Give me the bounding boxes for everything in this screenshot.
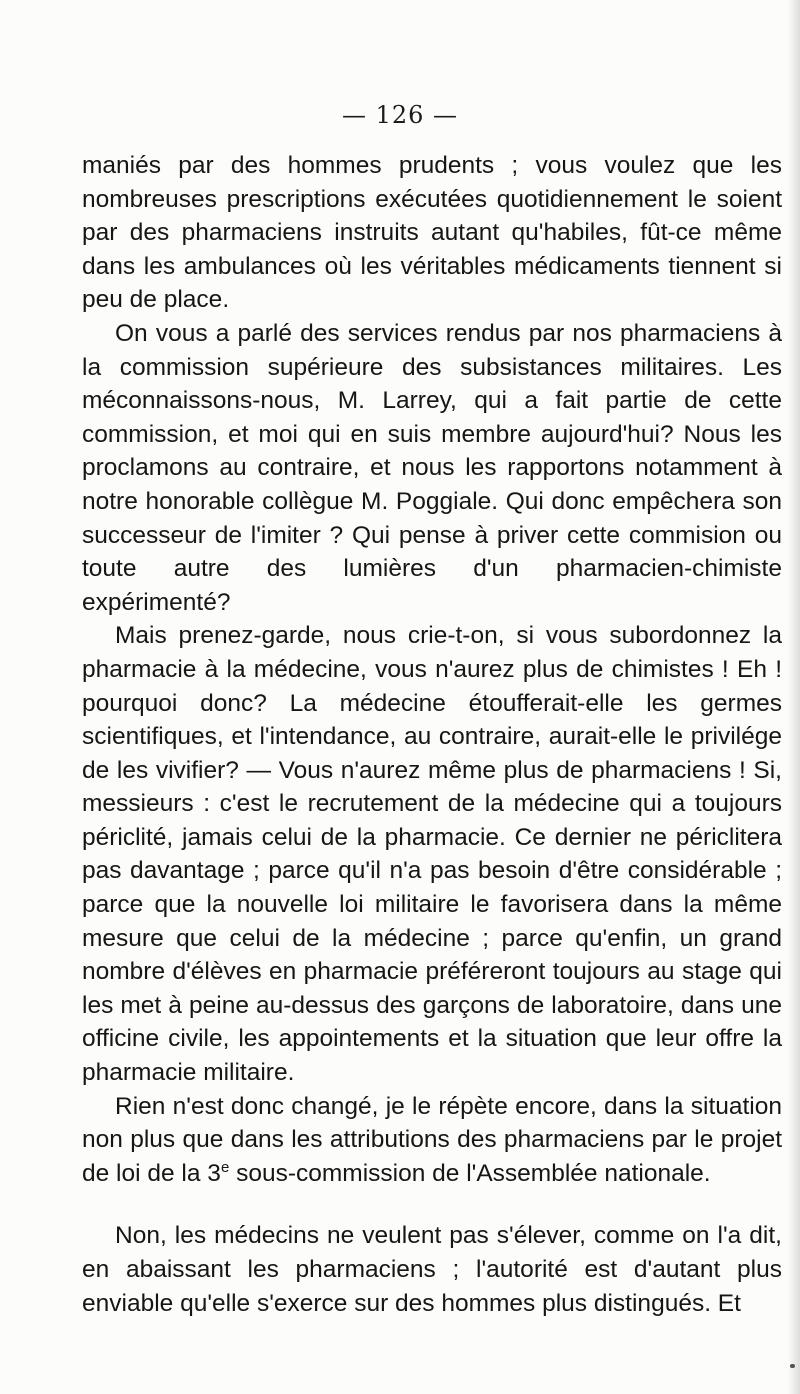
superscript-ordinal: e	[220, 1158, 230, 1176]
paragraph-2: On vous a parlé des services rendus par nos pharmaciens à la commission supérieure des subsistances militaires. Les méconnaissons-nous, M. Larrey, qui a fait partie de cette commission, et moi qui en suis membre aujourd'hui? Nous les proclamons au contraire, et nous les rapportons notamment à notre honorable collègue M. Poggiale. Qui donc empêchera son successeur de l'imiter ? Qui pense à priver cette commision ou toute autre des lumières d'un pharmacien-chimiste expérimenté?	[82, 319, 782, 616]
page-number: — 126 —	[341, 101, 459, 129]
paragraph-4-text-after: sous-commission de l'Assemblée nationale.	[229, 1159, 711, 1187]
paragraph-1: maniés par des hommes prudents ; vous voulez que les nombreuses prescriptions exécutées quotidiennement le soient par des pharmaciens instruits autant qu'habiles, fût-ce même dans les ambulances où les véritables médicaments tiennent si peu de place.	[82, 152, 782, 314]
body-text	[82, 149, 782, 1320]
paragraph-4	[82, 1090, 782, 1191]
page-edge-shadow	[788, 0, 800, 1394]
paragraph-5: Non, les médecins ne veulent pas s'élever, comme on l'a dit, en abaissant les pharmaciens ; l'autorité est d'autant plus enviable qu'elle s'exerce sur des hommes plus distingués. Et	[82, 1222, 782, 1317]
ink-speck	[790, 1364, 795, 1368]
paragraph-3: Mais prenez-garde, nous crie-t-on, si vous subordonnez la pharmacie à la médecine, vous n'aurez plus de chimistes ! Eh ! pourquoi donc? La médecine étoufferait-elle les germes scientifiques, et l'intendance, au contraire, aurait-elle le privilége de les vivifier? — Vous n'aurez même plus de pharmaciens ! Si, messieurs : c'est le recrutement de la médecine qui a toujours périclité, jamais celui de la pharmacie. Ce dernier ne périclitera pas davantage ; parce qu'il n'a pas besoin d'être considérable ; parce que la nouvelle loi militaire le favorisera dans la même mesure que celui de la médecine ; parce qu'enfin, un grand nombre d'élèves en pharmacie préféreront toujours au stage qui les met à peine au-dessus des garçons de laboratoire, dans une officine civile, les appointements et la situation que leur offre la pharmacie militaire.	[82, 622, 782, 1087]
paragraph-4-text-before: Rien n'est donc changé, je le répète encore, dans la situation non plus que dans les attributions des pharmaciens par le projet de loi de la 3	[82, 1092, 782, 1187]
